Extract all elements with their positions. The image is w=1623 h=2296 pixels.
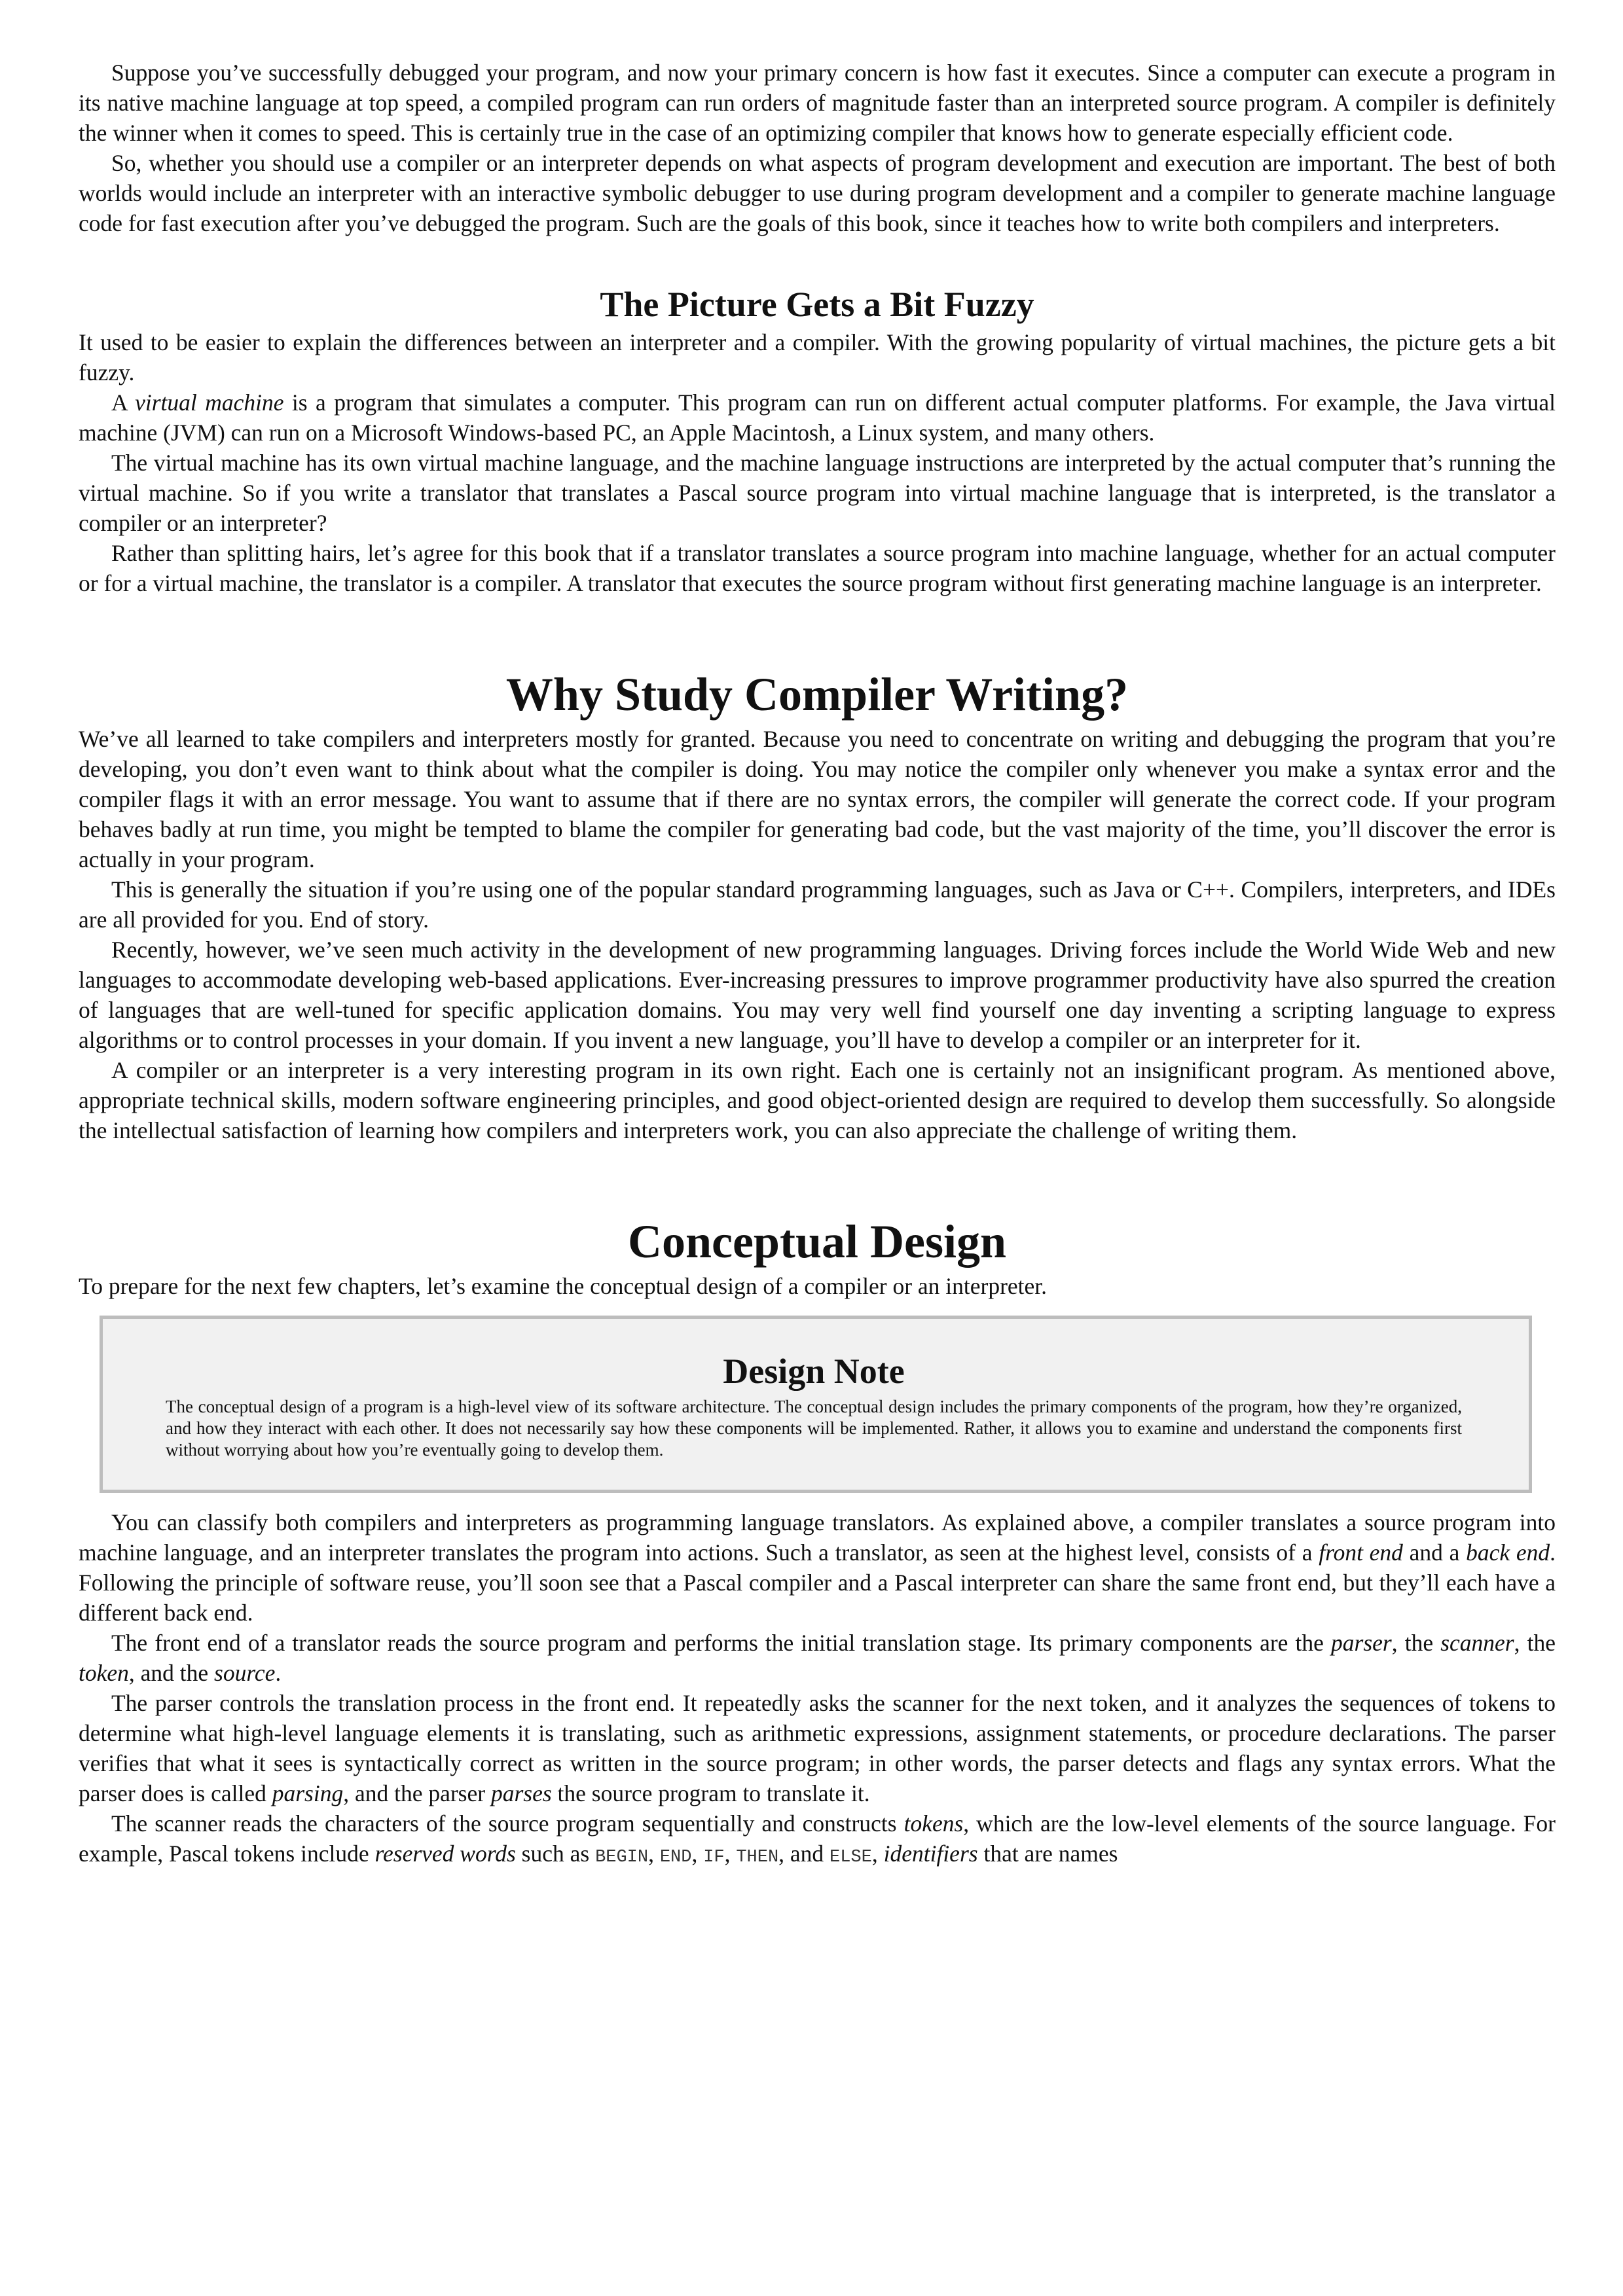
- italic-term: tokens: [903, 1810, 964, 1837]
- paragraph: Rather than splitting hairs, let’s agree for this book that if a translator translates a source program into machine language, whether for an actual computer or for a virtual machine, the translator is a compiler. A translator that executes the source program without first generating machine language is an interpreter.: [79, 540, 1556, 596]
- code-keyword: THEN: [736, 1848, 779, 1867]
- document-page: [79, 58, 1556, 1873]
- paragraph: Suppose you’ve successfully debugged your program, and now your primary concern is how fast it executes. Since a computer can execute a program in its native machine language at top speed, a compiled program can run orders of magnitude faster than an interpreted source program. A compiler is definitely the winner when it comes to speed. This is certainly true in the case of an optimizing compiler that knows how to generate especially efficient code.: [79, 60, 1556, 146]
- italic-term: source: [214, 1660, 276, 1686]
- paragraph: The scanner reads the characters of the source program sequentially and constructs tokens, which are the low-level elements of the source language. For example, Pascal tokens include reserved words such as BEGIN, END, IF, THEN, and ELSE, identifiers that are names: [79, 1810, 1556, 1867]
- paragraph: A compiler or an interpreter is a very interesting program in its own right. Each one is certainly not an insignificant program. As mentioned above, appropriate technical skills, modern software engineering principles, and good object-oriented design are required to develop them successfully. So alongside the intellectual satisfaction of learning how compilers and interpreters work, you can also appreciate the challenge of writing them.: [79, 1057, 1556, 1143]
- italic-term: token: [79, 1660, 129, 1686]
- paragraph: We’ve all learned to take compilers and interpreters mostly for granted. Because you need to concentrate on writing and debugging the program that you’re developing, you don’t even want to think about what the compiler is doing. You may notice the compiler only whenever you make a syntax error and the compiler flags it with an error message. You want to assume that if there are no syntax errors, the compiler will generate the correct code. If your program behaves badly at run time, you might be tempted to blame the compiler for generating bad code, but the vast majority of the time, you’ll discover the error is actually in your program.: [79, 726, 1556, 872]
- code-keyword: END: [659, 1848, 692, 1867]
- paragraph: This is generally the situation if you’re using one of the popular standard programming languages, such as Java or C++. Compilers, interpreters, and IDEs are all provided for you. End of story.: [79, 876, 1556, 933]
- paragraph: The virtual machine has its own virtual machine language, and the machine language instructions are interpreted by the actual computer that’s running the virtual machine. So if you write a translator that translates a Pascal source program into virtual machine language that is interpreted, is the translator a compiler or an interpreter?: [79, 450, 1556, 536]
- paragraph: You can classify both compilers and interpreters as programming language translators. As explained above, a compiler translates a source program into machine language, and an interpreter translates the program into actions. Such a translator, as seen at the highest level, consists of a front end and a back end. Following the principle of software reuse, you’ll soon see that a Pascal compiler and a Pascal interpreter can share the same front end, but they’ll each have a different back end.: [79, 1509, 1556, 1626]
- italic-term: parsing: [272, 1780, 344, 1806]
- code-keyword: BEGIN: [595, 1848, 649, 1867]
- italic-term: scanner: [1440, 1630, 1514, 1656]
- italic-term: back end: [1466, 1539, 1550, 1566]
- design-note-title: Design Note: [723, 1352, 905, 1391]
- paragraph: So, whether you should use a compiler or an interpreter depends on what aspects of program development and execution are important. The best of both worlds would include an interpreter with an interactive symbolic debugger to use during program development and a compiler to generate machine language code for fast execution after you’ve debugged the program. Such are the goals of this book, since it teaches how to write both compilers and interpreters.: [79, 150, 1556, 236]
- paragraph: The front end of a translator reads the source program and performs the initial translation stage. Its primary components are the parser, the scanner, the token, and the source.: [79, 1630, 1556, 1686]
- design-note-box: [100, 1316, 1532, 1493]
- italic-term: parses: [490, 1780, 552, 1806]
- paragraph: The parser controls the translation process in the front end. It repeatedly asks the scanner for the next token, and it analyzes the sequences of tokens to determine what high-level language elements it is translating, such as arithmetic expressions, assignment statements, or procedure declarations. The parser verifies that what it sees is syntactically correct as written in the source program; in other words, the parser detects and flags any syntax errors. What the parser does is called parsing, and the parser parses the source program to translate it.: [79, 1690, 1556, 1806]
- italic-term: identifiers: [883, 1840, 978, 1867]
- paragraph: A virtual machine is a program that simulates a computer. This program can run on different actual computer platforms. For example, the Java virtual machine (JVM) can run on a Microsoft Windows-based PC, an Apple Macintosh, a Linux system, and many others.: [79, 389, 1556, 446]
- italic-term: virtual machine: [135, 389, 284, 416]
- code-keyword: IF: [703, 1848, 725, 1867]
- italic-term: front end: [1319, 1539, 1403, 1566]
- chapter-heading: Conceptual Design: [627, 1215, 1007, 1268]
- code-keyword: ELSE: [830, 1848, 872, 1867]
- italic-term: reserved words: [374, 1840, 516, 1867]
- design-note-text: The conceptual design of a program is a high-level view of its software architecture. The conceptual design includes the primary components of the program, how they’re organized, and how they interact with each other. It does not necessarily say how these components will be implemented. Rather, it allows you to examine and understand the components first without worrying about how you’re eventually going to develop them.: [166, 1397, 1462, 1460]
- italic-term: parser: [1331, 1630, 1392, 1656]
- section-heading: The Picture Gets a Bit Fuzzy: [600, 285, 1034, 324]
- chapter-heading: Why Study Compiler Writing?: [505, 668, 1129, 721]
- paragraph: To prepare for the next few chapters, let’s examine the conceptual design of a compiler or an interpreter.: [79, 1273, 1048, 1299]
- paragraph: It used to be easier to explain the differences between an interpreter and a compiler. With the growing popularity of virtual machines, the picture gets a bit fuzzy.: [79, 329, 1556, 386]
- paragraph: Recently, however, we’ve seen much activity in the development of new programming languages. Driving forces include the World Wide Web and new languages to accommodate developing web-based applications. Ever-increasing pressures to improve programmer productivity have also spurred the creation of languages that are well-tuned for specific application domains. You may very well find yourself one day inventing a scripting language to express algorithms or to control processes in your domain. If you invent a new language, you’ll have to develop a compiler or an interpreter for it.: [79, 937, 1556, 1053]
